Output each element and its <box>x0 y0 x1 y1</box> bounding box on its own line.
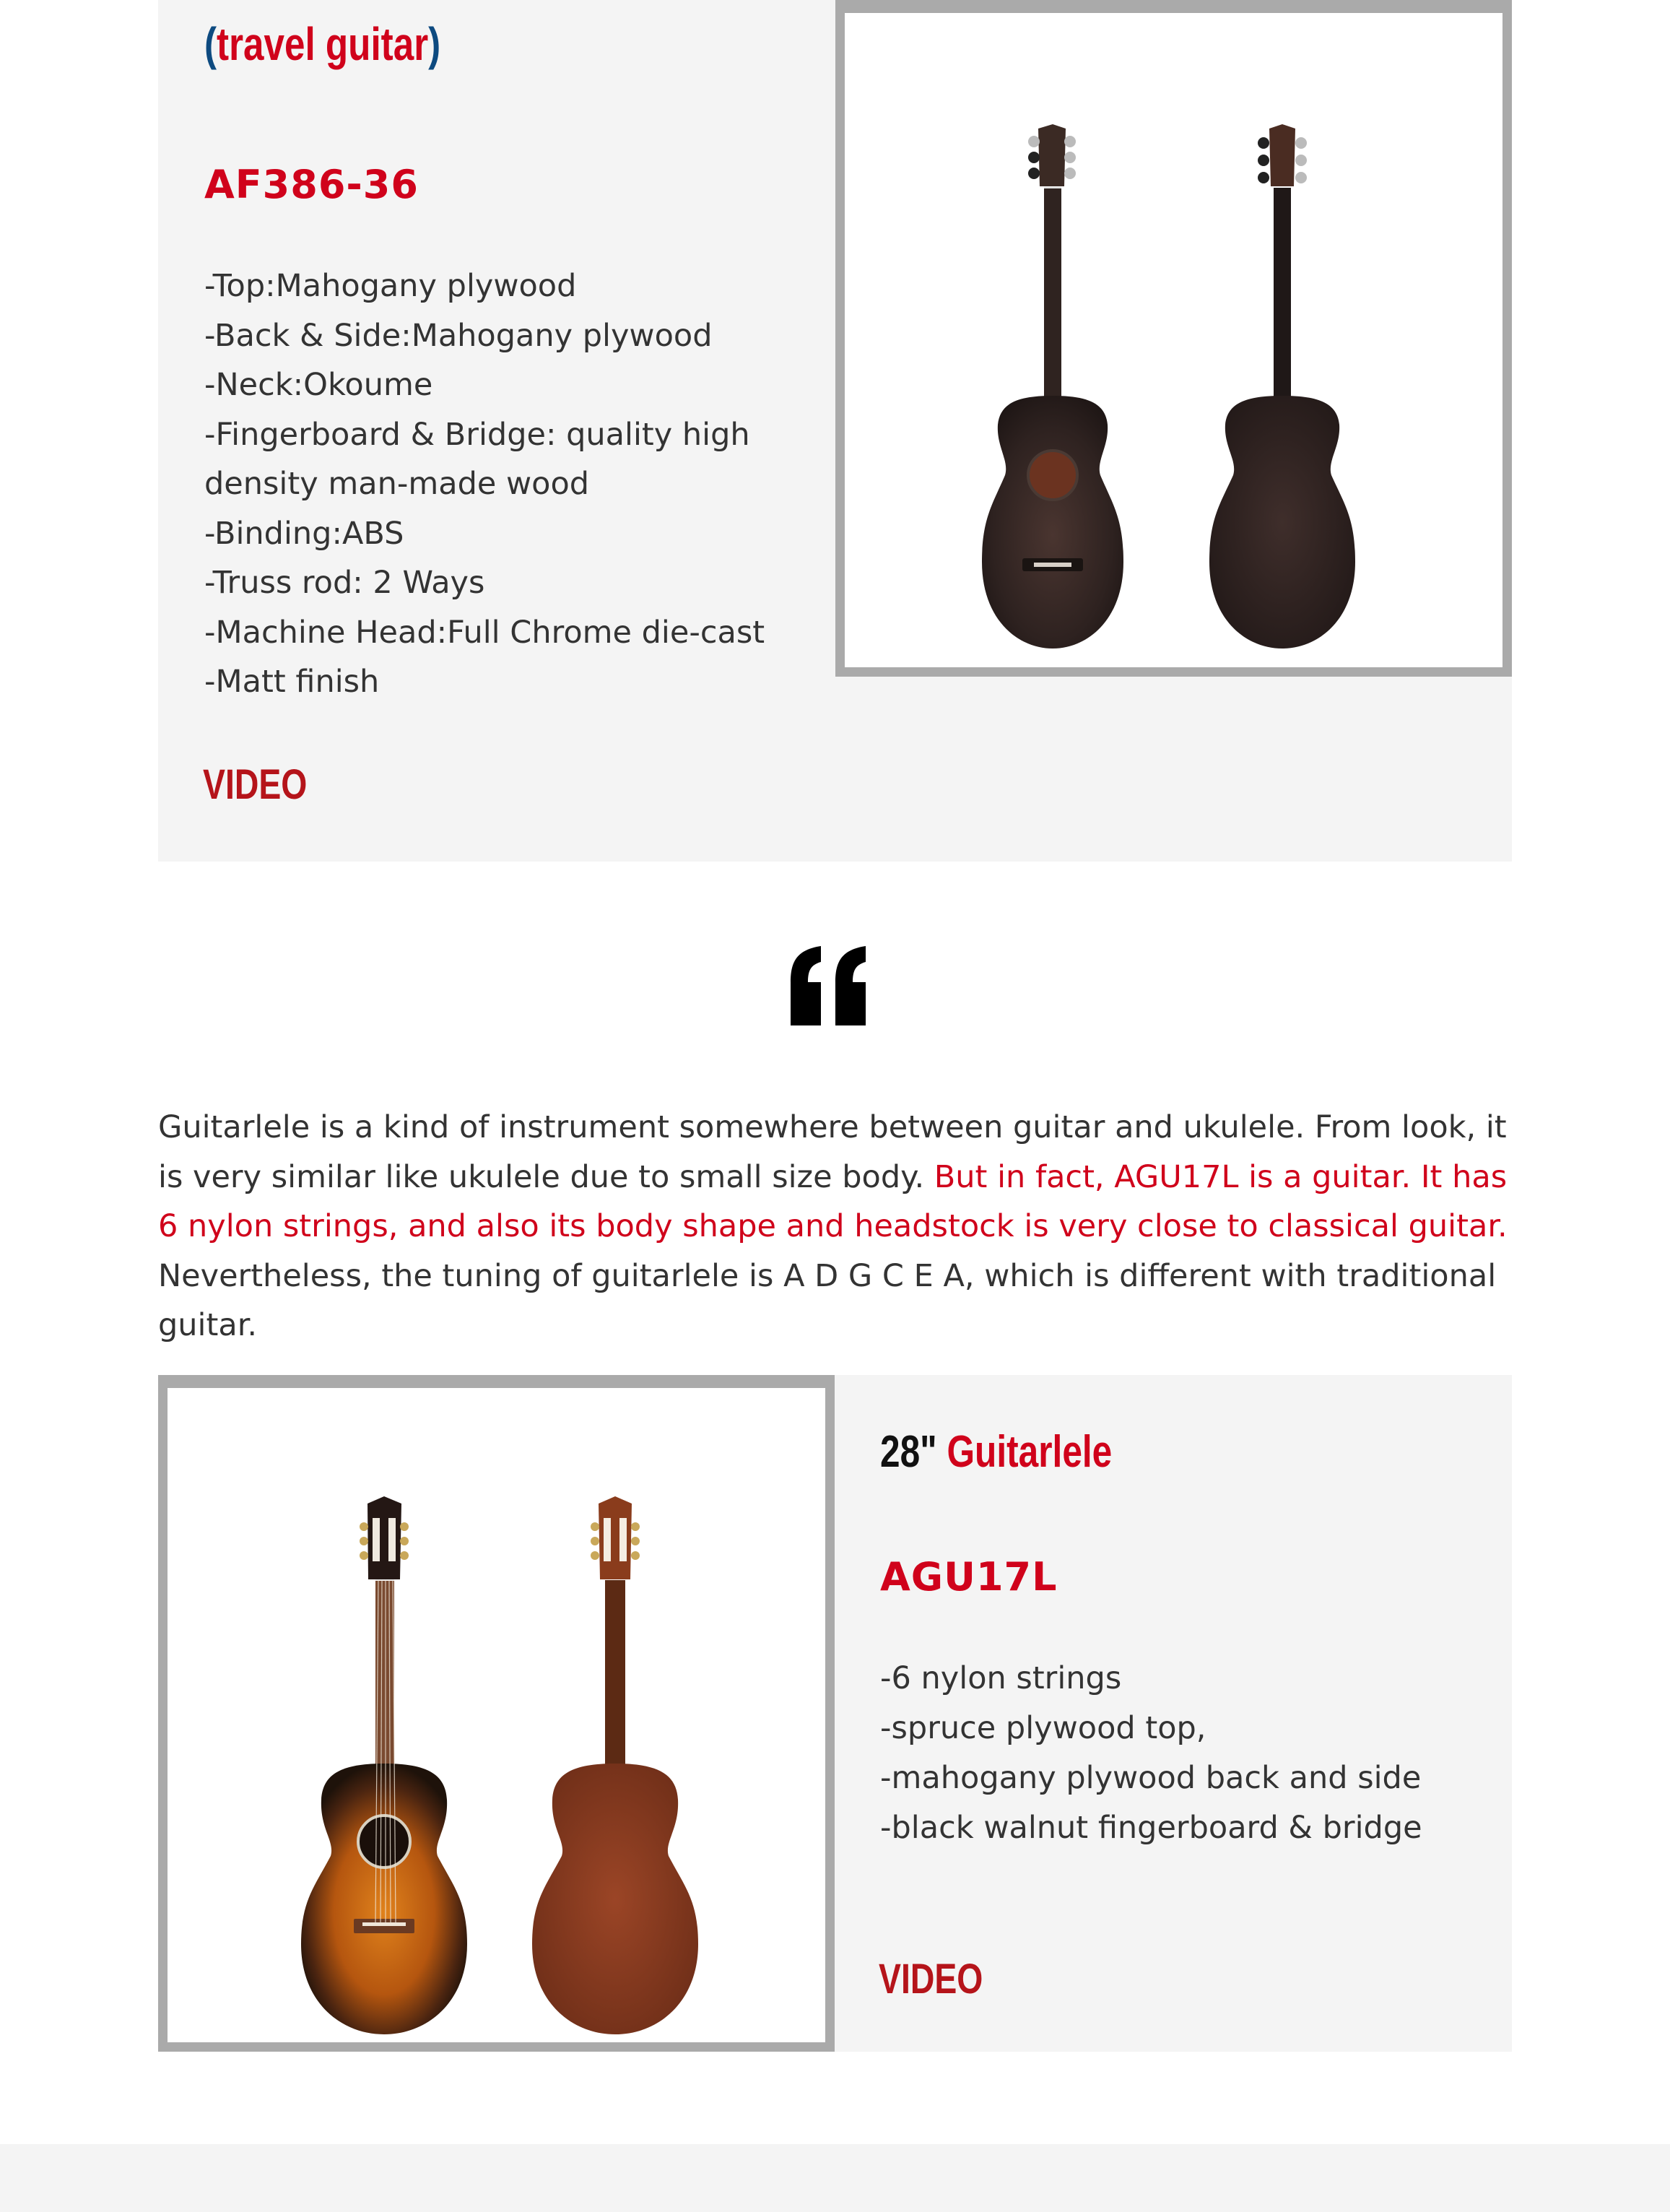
spec-item: -spruce plywood top, <box>880 1710 1206 1746</box>
spec-item: -Back & Side:Mahogany plywood <box>204 317 713 354</box>
spec-item: -black walnut fingerboard & bridge <box>880 1810 1422 1846</box>
guitar-image <box>845 13 1502 667</box>
product-subtitle <box>880 1426 1170 1478</box>
product-image-frame[interactable] <box>835 0 1512 677</box>
quote-open-icon <box>783 932 877 1033</box>
subtitle-paren-open: ( <box>204 18 217 70</box>
spec-item: -Top:Mahogany plywood <box>204 268 577 304</box>
spec-item: -Neck:Okoume <box>204 367 433 403</box>
subtitle-paren-close: ) <box>428 18 441 70</box>
product-card-agu17l <box>158 1375 1512 2052</box>
product-image-frame[interactable] <box>158 1375 835 2052</box>
spec-item: -mahogany plywood back and side <box>880 1760 1422 1796</box>
spec-item: -6 nylon strings <box>880 1660 1122 1696</box>
spec-item: -Fingerboard & Bridge: quality high density man-made wood <box>204 416 750 502</box>
spec-item: -Truss rod: 2 Ways <box>204 565 485 601</box>
spec-list <box>204 261 796 707</box>
spec-item: -Binding:ABS <box>204 515 404 552</box>
intro-text: Guitarlele is a kind of instrument somewhere between guitar and ukulele. From look, it is very similar like ukulele due to small size body. <box>158 1109 1507 1195</box>
product-model-title: AF386-36 <box>204 162 419 207</box>
product-subtitle <box>204 17 500 71</box>
subtitle-text: travel guitar <box>217 18 429 70</box>
product-model-title: AGU17L <box>880 1554 1058 1600</box>
spec-item: -Matt finish <box>204 664 380 700</box>
video-link[interactable]: VIDEO <box>879 1956 983 2003</box>
spec-item: -Machine Head:Full Chrome die-cast <box>204 614 765 651</box>
product-card-af386-36 <box>158 0 1512 862</box>
intro-highlight: But in fact, AGU17L is a guitar. It has 6 nylon strings, and also its body shape and headstock is very close to classical guitar. <box>158 1158 1508 1245</box>
video-link[interactable]: VIDEO <box>203 761 308 808</box>
intro-text: Nevertheless, the tuning of guitarlele is A D G C E A, which is different with traditional guitar. <box>158 1257 1497 1344</box>
guitarlele-image <box>168 1388 825 2042</box>
type-label: Guitarlele <box>947 1427 1113 1477</box>
size-label: 28" <box>880 1427 937 1477</box>
spec-list <box>880 1654 1487 1853</box>
footer-band <box>0 2144 1670 2212</box>
guitarlele-intro-paragraph <box>158 1103 1515 1350</box>
